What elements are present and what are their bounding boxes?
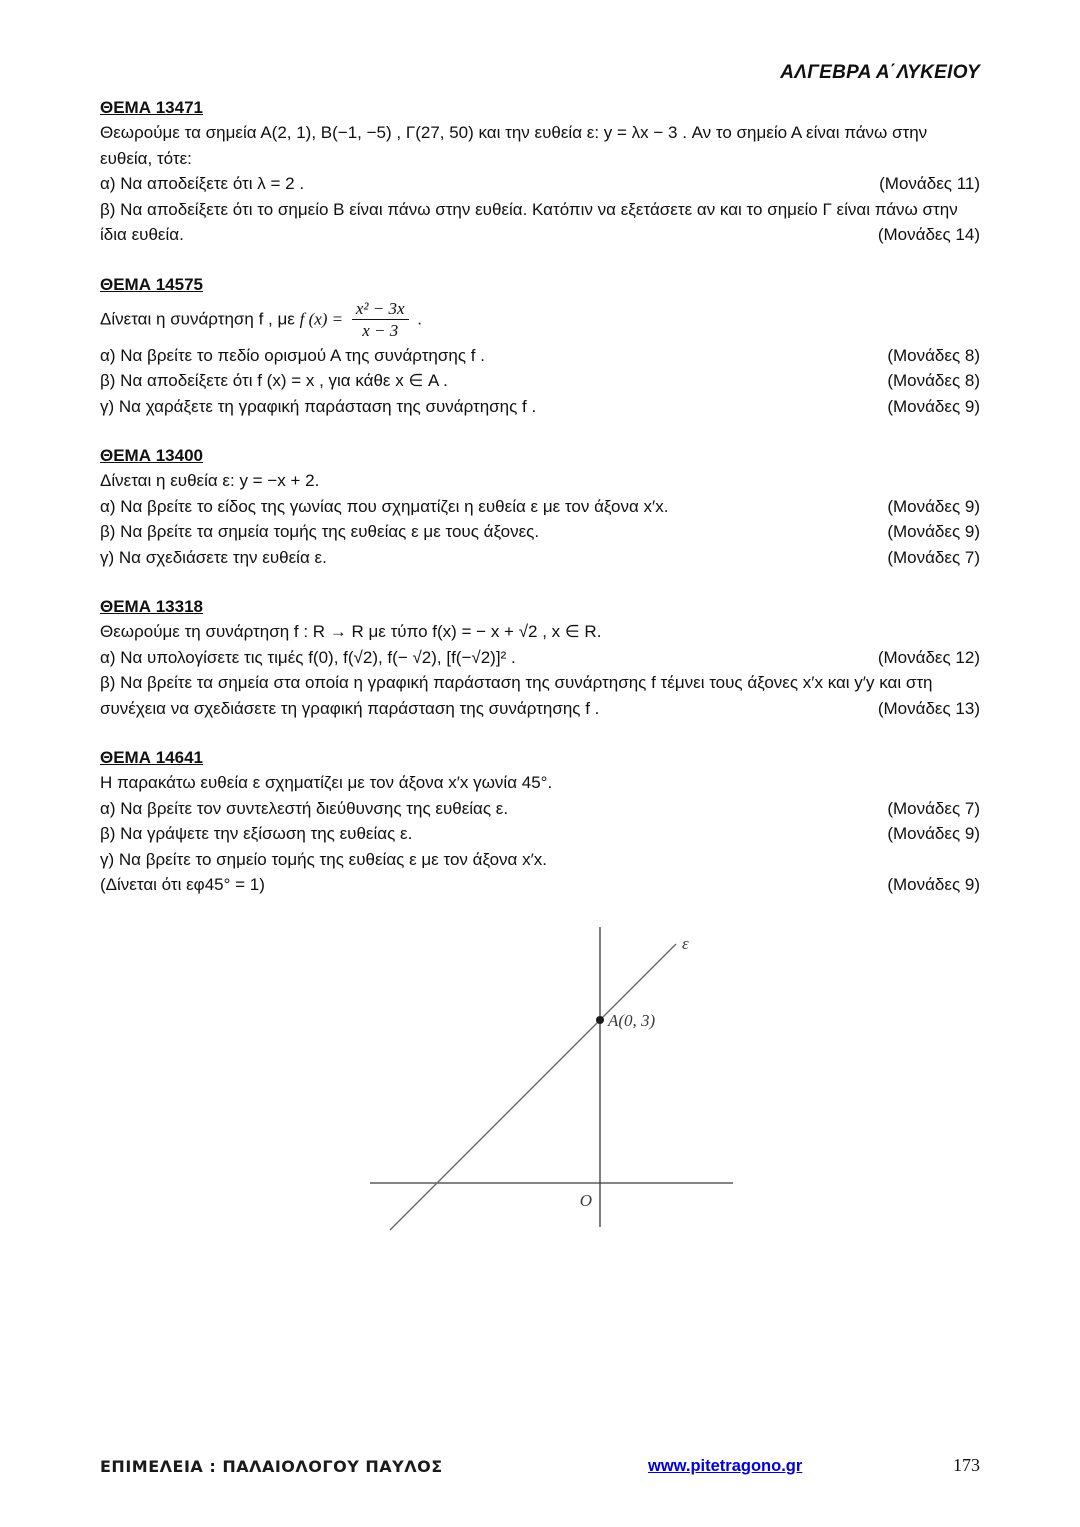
points-label: (Μονάδες 9) <box>887 824 980 844</box>
theme-section-14641 <box>100 748 980 898</box>
theme-section-13318 <box>100 597 980 721</box>
website-link[interactable]: www.pitetragono.gr <box>648 1457 803 1475</box>
page-header <box>100 62 980 84</box>
fraction <box>352 299 409 341</box>
question-line <box>100 872 980 898</box>
intro-text: Δίνεται η συνάρτηση f , με <box>100 309 295 329</box>
fraction-numerator: x² − 3x <box>352 299 409 321</box>
fraction-denominator: x − 3 <box>362 321 399 341</box>
question-line <box>100 645 980 671</box>
question-line <box>100 519 980 545</box>
question-line <box>100 394 980 420</box>
question-line <box>100 821 980 847</box>
question-text: α) Να υπολογίσετε τις τιμές f(0), f(√2), f(− √2), [f(−√2)]² . <box>100 647 516 667</box>
points-label: (Μονάδες 11) <box>879 174 980 193</box>
theme-intro: Η παρακάτω ευθεία ε σχηματίζει με τον άξονα x′x γωνία 45°. <box>100 773 553 793</box>
page-footer <box>100 1457 980 1481</box>
points-label: (Μονάδες 9) <box>887 396 980 416</box>
points-label: (Μονάδες 8) <box>887 371 980 391</box>
theme-title: ΘΕΜΑ 14575 <box>100 274 203 294</box>
question-line <box>100 494 980 520</box>
points-label: (Μονάδες 7) <box>887 547 980 567</box>
theme-intro: Δίνεται η ευθεία ε: y = −x + 2. <box>100 471 320 491</box>
theme-section-13471 <box>100 98 980 248</box>
question-line <box>100 847 980 873</box>
points-label: (Μονάδες 7) <box>887 798 980 818</box>
question-text: β) Να βρείτε τα σημεία στα οποία η γραφική παράσταση της συνάρτησης f τέμνει τους άξονες x′x και y′y και στη συνέχεια να σχεδιάσετε τη γραφική παράσταση της συνάρτησης f . <box>100 673 933 718</box>
question-text: β) Να αποδείξετε ότι το σημείο Β είναι πάνω στην ευθεία. Κατόπιν να εξετάσετε αν και το σημείο Γ είναι πάνω στην ίδια ευθεία. <box>100 199 958 244</box>
question-text: (Δίνεται ότι εφ45° = 1) <box>100 875 265 895</box>
theme-section-14575 <box>100 275 980 420</box>
theme-section-13400 <box>100 446 980 570</box>
points-label: (Μονάδες 9) <box>887 522 980 542</box>
formula-end: . <box>417 309 423 329</box>
point-A-label: A(0, 3) <box>608 1010 656 1030</box>
function-definition <box>100 299 980 341</box>
points-label: (Μονάδες 14) <box>877 225 980 244</box>
question-text: β) Να γράψετε την εξίσωση της ευθείας ε. <box>100 824 413 844</box>
theme-title: ΘΕΜΑ 13400 <box>100 446 203 466</box>
points-label: (Μονάδες 12) <box>877 647 980 667</box>
points-label: (Μονάδες 8) <box>887 345 980 365</box>
question-line <box>100 796 980 822</box>
formula-lhs: f (x) = <box>299 309 344 329</box>
theme-title: ΘΕΜΑ 13471 <box>100 98 203 117</box>
question-line <box>100 171 980 197</box>
question-text: γ) Να σχεδιάσετε την ευθεία ε. <box>100 547 327 567</box>
editor-credit: ΕΠΙΜΕΛΕΙΑ : ΠΑΛΑΙΟΛΟΓΟΥ ΠΑΥΛΟΣ <box>100 1457 443 1476</box>
course-title: ΑΛΓΕΒΡΑ Α΄ΛΥΚΕΙΟΥ <box>780 62 980 83</box>
line-graph <box>368 925 748 1235</box>
points-label: (Μονάδες 9) <box>887 875 980 895</box>
theme-intro: Θεωρούμε τα σημεία Α(2, 1), Β(−1, −5) , Γ(27, 50) και την ευθεία ε: y = λx − 3 . Αν το σημείο Α είναι πάνω στην ευθεία, τότε: <box>100 123 928 168</box>
question-text: β) Να αποδείξετε ότι f (x) = x , για κάθε x ∈ Α . <box>100 371 448 391</box>
question-line <box>100 545 980 571</box>
question-text: α) Να βρείτε το είδος της γωνίας που σχηματίζει η ευθεία ε με τον άξονα x′x. <box>100 496 669 516</box>
line-epsilon <box>390 944 676 1230</box>
theme-intro: Θεωρούμε τη συνάρτηση f : R → R με τύπο f(x) = − x + √2 , x ∈ R. <box>100 622 602 642</box>
question-line <box>100 343 980 369</box>
question-text: γ) Να βρείτε το σημείο τομής της ευθείας ε με τον άξονα x′x. <box>100 849 548 869</box>
question-line <box>100 368 980 394</box>
line-epsilon-label: ε <box>682 933 689 953</box>
page-number: 173 <box>953 1455 980 1475</box>
theme-title: ΘΕΜΑ 14641 <box>100 748 203 768</box>
origin-label: O <box>579 1190 592 1210</box>
points-label: (Μονάδες 9) <box>887 496 980 516</box>
question-line <box>100 670 980 721</box>
points-label: (Μονάδες 13) <box>877 698 980 718</box>
question-text: α) Να βρείτε το πεδίο ορισμού Α της συνάρτησης f . <box>100 345 485 365</box>
question-text: α) Να αποδείξετε ότι λ = 2 . <box>100 174 305 193</box>
graph-svg <box>368 925 748 1235</box>
question-text: γ) Να χαράξετε τη γραφική παράσταση της συνάρτησης f . <box>100 396 537 416</box>
point-A <box>596 1016 604 1024</box>
question-text: β) Να βρείτε τα σημεία τομής της ευθείας ε με τους άξονες. <box>100 522 540 542</box>
question-text: α) Να βρείτε τον συντελεστή διεύθυνσης της ευθείας ε. <box>100 798 509 818</box>
theme-title: ΘΕΜΑ 13318 <box>100 597 203 617</box>
question-line <box>100 197 980 248</box>
